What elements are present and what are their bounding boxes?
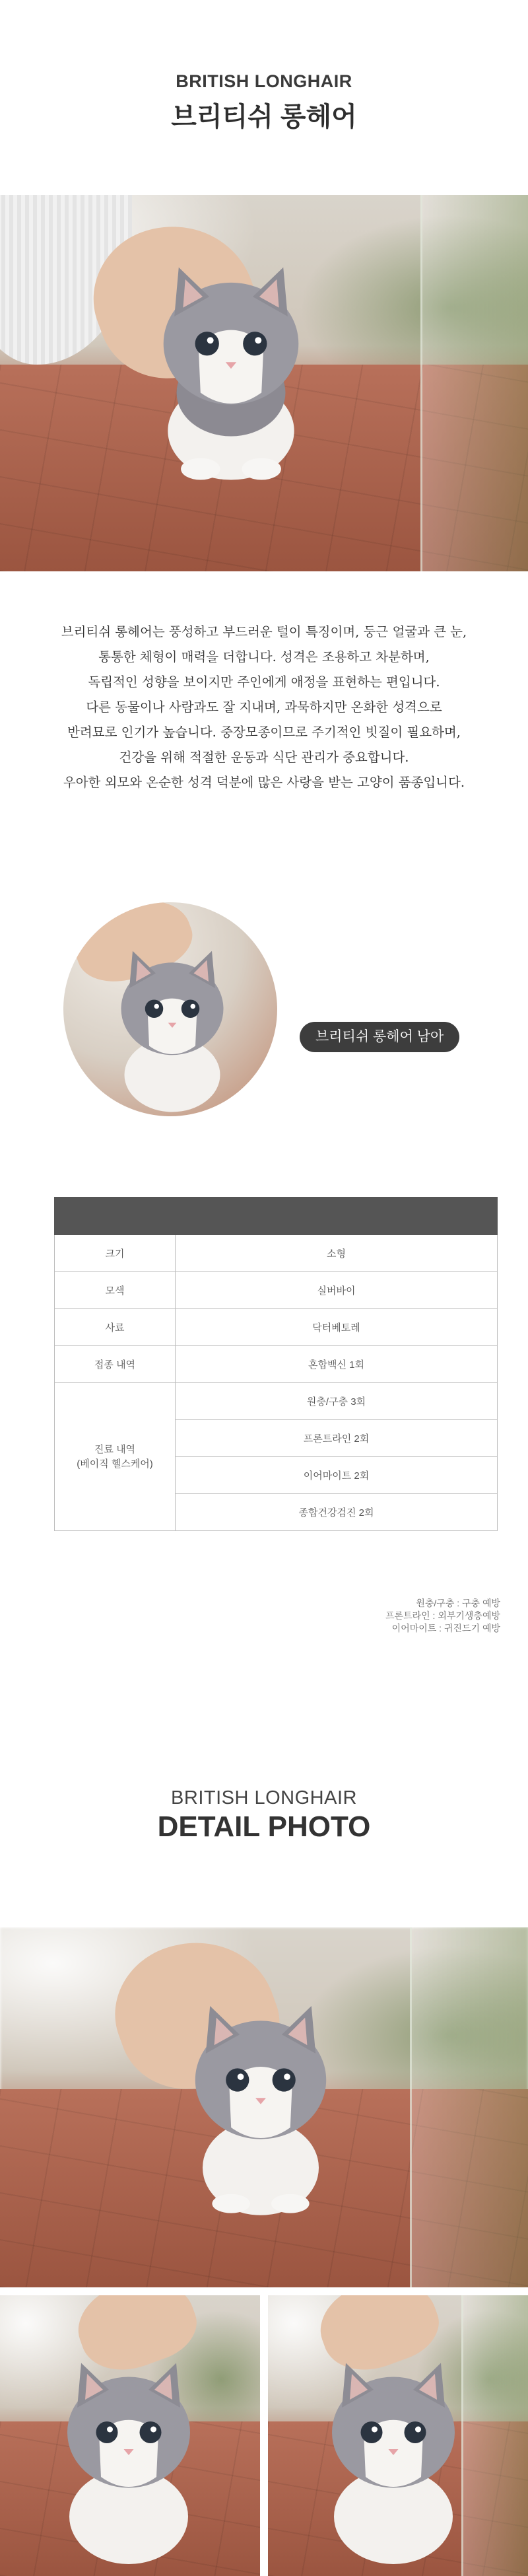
row-label: 접종 내역 — [55, 1346, 176, 1383]
detail-subtitle: BRITISH LONGHAIR — [171, 1787, 357, 1808]
row-value: 혼합백신 1회 — [176, 1346, 498, 1383]
table-header-row — [55, 1198, 498, 1235]
kitten-name-badge: 브리티쉬 롱헤어 남아 — [300, 1022, 459, 1052]
row-value: 실버바이 — [176, 1272, 498, 1309]
note-line: 프론트라인 : 외부기생충예방 — [385, 1610, 500, 1621]
table-header-cell — [55, 1198, 176, 1235]
table-row — [55, 1309, 498, 1346]
description-line: 독립적인 성향을 보이지만 주인에게 애정을 표현하는 편입니다. — [88, 674, 440, 690]
hero-photo — [0, 195, 528, 571]
medical-value: 종합건강검진 2회 — [176, 1494, 498, 1531]
table-header-cell — [176, 1198, 498, 1235]
detail-photo-left — [0, 2295, 260, 2576]
medical-history-label — [55, 1383, 176, 1531]
row-label: 크기 — [55, 1235, 176, 1272]
row-value: 닥터베토레 — [176, 1309, 498, 1346]
description-line: 브리티쉬 롱헤어는 풍성하고 부드러운 털이 특징이며, 둥근 얼굴과 큰 눈, — [61, 624, 467, 639]
table-row — [55, 1383, 498, 1420]
row-label: 모색 — [55, 1272, 176, 1309]
table-row — [55, 1272, 498, 1309]
detail-photo-right — [268, 2295, 528, 2576]
description-line: 통통한 체형이 매력을 더합니다. 성격은 조용하고 차분하며, — [98, 649, 430, 664]
breed-title-ko: 브리티쉬 롱헤어 — [171, 102, 357, 131]
description-line: 다른 동물이나 사람과도 잘 지내며, 과묵하지만 온화한 성격으로 — [86, 699, 442, 715]
medical-label-line: (베이직 헬스케어) — [77, 1458, 153, 1470]
row-value: 소형 — [176, 1235, 498, 1272]
breed-title-en: BRITISH LONGHAIR — [176, 71, 352, 91]
kitten-profile-photo — [63, 902, 277, 1116]
medical-label-line: 진료 내역 — [94, 1443, 136, 1455]
description-line: 건강을 위해 적절한 운동과 식단 관리가 중요합니다. — [119, 750, 409, 765]
medical-value: 프론트라인 2회 — [176, 1420, 498, 1457]
medical-value: 원충/구충 3회 — [176, 1383, 498, 1420]
note-line: 이어마이트 : 귀진드기 예방 — [391, 1623, 500, 1633]
vaccination-notes — [385, 1597, 500, 1635]
row-label: 사료 — [55, 1309, 176, 1346]
detail-photo-main — [0, 1927, 528, 2287]
medical-value: 이어마이트 2회 — [176, 1457, 498, 1494]
table-row — [55, 1235, 498, 1272]
note-line: 원충/구충 : 구충 예방 — [416, 1598, 500, 1608]
description-line: 반려묘로 인기가 높습니다. 중장모종이므로 주기적인 빗질이 필요하며, — [67, 725, 461, 740]
description-line: 우아한 외모와 온순한 성격 덕분에 많은 사랑을 받는 고양이 품종입니다. — [63, 775, 465, 790]
table-row — [55, 1346, 498, 1383]
detail-title: DETAIL PHOTO — [157, 1810, 371, 1843]
breed-description — [26, 620, 502, 795]
kitten-info-table — [54, 1197, 498, 1531]
